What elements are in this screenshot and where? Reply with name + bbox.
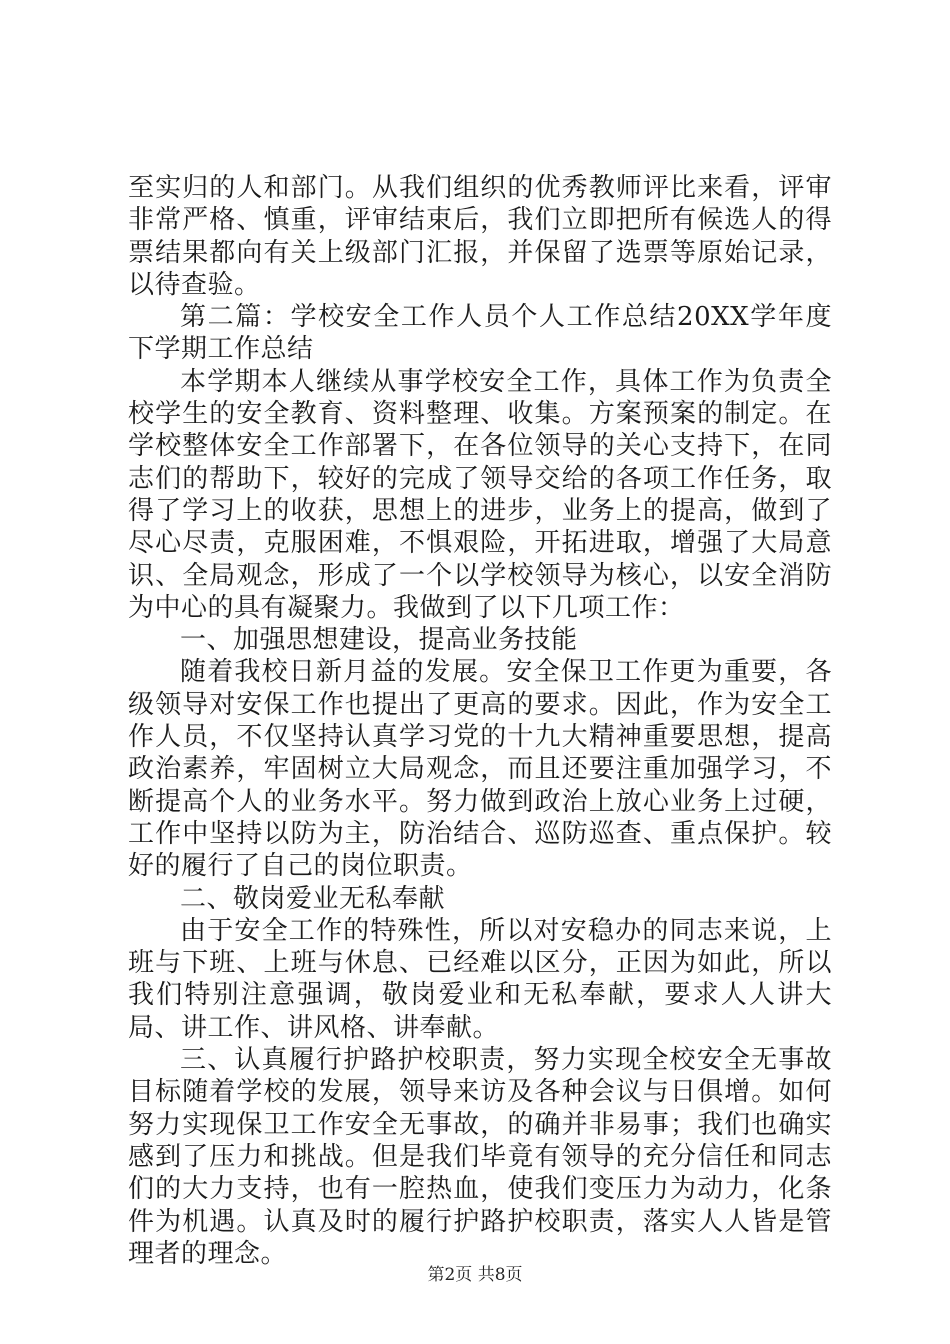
document-body bbox=[128, 172, 832, 1270]
paragraph-one: 随着我校日新月益的发展。安全保卫工作更为重要，各级领导对安保工作也提出了更高的要求。因此，作为安全工作人员，不仅坚持认真学习党的十九大精神重要思想，提高政治素养，牢固树立大局观念，而且还要注重加强学习，不断提高个人的业务水平。努力做到政治上放心业务上过硬，工作中坚持以防为主，防治结合、巡防巡查、重点保护。较好的履行了自己的岗位职责。 bbox=[128, 657, 832, 882]
page-number-footer: 第2页 共8页 bbox=[427, 1265, 523, 1285]
heading-three-paragraph: 三、认真履行护路护校职责，努力实现全校安全无事故目标随着学校的发展，领导来访及各种会议与日俱增。如何努力实现保卫工作安全无事故，的确并非易事；我们也确实感到了压力和挑战。但是我们毕竟有领导的充分信任和同志们的大力支持，也有一腔热血，使我们变压力为动力，化条件为机遇。认真及时的履行护路护校职责，落实人人皆是管理者的理念。 bbox=[128, 1045, 832, 1269]
paragraph-two: 由于安全工作的特殊性，所以对安稳办的同志来说，上班与下班、上班与休息、已经难以区分，正因为如此，所以我们特别注意强调，敬岗爱业和无私奉献，要求人人讲大局、讲工作、讲风格、讲奉献。 bbox=[128, 915, 832, 1043]
section-title-part-two: 第二篇：学校安全工作人员个人工作总结20XX学年度下学期工作总结 bbox=[128, 302, 832, 365]
heading-one: 一、加强思想建设，提高业务技能 bbox=[180, 625, 578, 656]
paragraph-continuation: 至实归的人和部门。从我们组织的优秀教师评比来看，评审非常严格、慎重，评审结束后，我们立即把所有候选人的得票结果都向有关上级部门汇报，并保留了选票等原始记录，以待查验。 bbox=[128, 173, 832, 300]
paragraph-intro: 本学期本人继续从事学校安全工作，具体工作为负责全校学生的安全教育、资料整理、收集。方案预案的制定。在学校整体安全工作部署下，在各位领导的关心支持下，在同志们的帮助下，较好的完成了领导交给的各项工作任务，取得了学习上的收获，思想上的进步，业务上的提高，做到了尽心尽责，克服困难，不惧艰险，开拓进取，增强了大局意识、全局观念，形成了一个以学校领导为核心，以安全消防为中心的具有凝聚力。我做到了以下几项工作： bbox=[128, 366, 832, 623]
heading-two: 二、敬岗爱业无私奉献 bbox=[180, 883, 446, 914]
